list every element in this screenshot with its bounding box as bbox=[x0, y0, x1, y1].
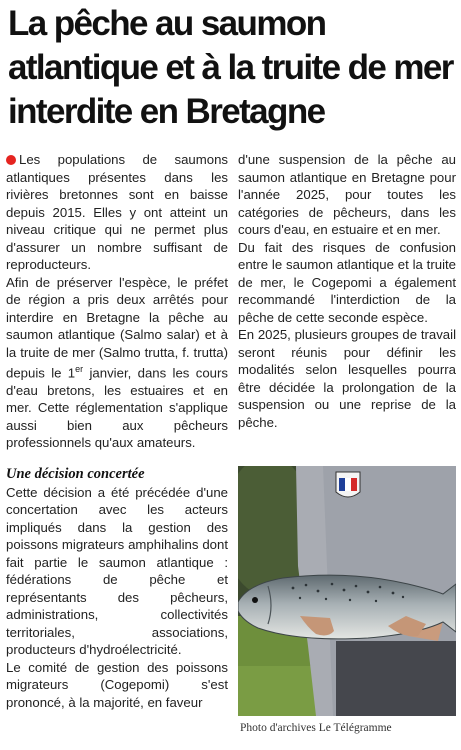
photo-caption: Photo d'archives Le Télégramme bbox=[240, 722, 392, 734]
article-headline: La pêche au saumon atlantique et à la truite de mer interdite en Bretagne bbox=[8, 4, 453, 131]
para2-superscript: er bbox=[75, 364, 84, 374]
article-paragraph-7: En 2025, plusieurs groupes de travail seront réunis pour définir les modalités selon lesquelles pourra être décidée la prolongation de la suspension ou une reprise de la pêche. bbox=[238, 327, 456, 430]
badge-icon bbox=[336, 472, 360, 497]
para2-text-a: Afin de préserver l'espèce, le préfet de région a pris deux arrêtés pour interdire en Bretagne la pêche au saumon atlantique (Salmo salar) et à la truite de mer (Salmo trutta, f. trutta) depuis le 1 bbox=[6, 274, 228, 381]
article-column-right bbox=[238, 151, 456, 431]
article-photo bbox=[238, 466, 456, 716]
article-subhead: Une décision concertée bbox=[6, 465, 145, 482]
para2-text-b: janvier, dans les cours d'eau bretons, les estuaires et en mer. Cette réglementation s'applique aussi bien aux pêcheurs professionnels qu'aux amateurs. bbox=[6, 365, 228, 451]
article-paragraph-5: d'une suspension de la pêche au saumon atlantique en Bretagne pour l'année 2025, pour toutes les catégories de pêcheurs, dans les cours d'eau, en estuaire et en mer. bbox=[238, 152, 456, 237]
salmon-photo-illustration bbox=[238, 466, 456, 716]
article-intro bbox=[6, 151, 228, 274]
article-paragraph-2 bbox=[6, 274, 228, 452]
intro-text: Les populations de saumons atlantiques présentes dans les rivières bretonnes sont en baisse depuis 2015. Elles y ont atteint un niveau critique qui ne permet plus d'assurer un nombre suffisant de reproducteurs. bbox=[6, 152, 228, 272]
article-paragraph-6: Du fait des risques de confusion entre le saumon atlantique et la truite de mer, le Cogepomi a également recommandé l'interdiction de la pêche de cette seconde espèce. bbox=[238, 239, 456, 325]
article-paragraph-4: Le comité de gestion des poissons migrateurs (Cogepomi) s'est prononcé, à la majorité, en faveur bbox=[6, 659, 228, 710]
article-paragraph-3: Cette décision a été précédée d'une concertation avec les acteurs impliqués dans la gestion des poissons migrateurs amphihalins dont fait partie le saumon atlantique : fédérations de pêche et représentants des pêcheurs, administrations, collectivités territoriales, associations, producteurs d'hydroélectricité. bbox=[6, 484, 228, 658]
bullet-dot-icon bbox=[6, 155, 16, 165]
article-column-left bbox=[6, 151, 228, 711]
